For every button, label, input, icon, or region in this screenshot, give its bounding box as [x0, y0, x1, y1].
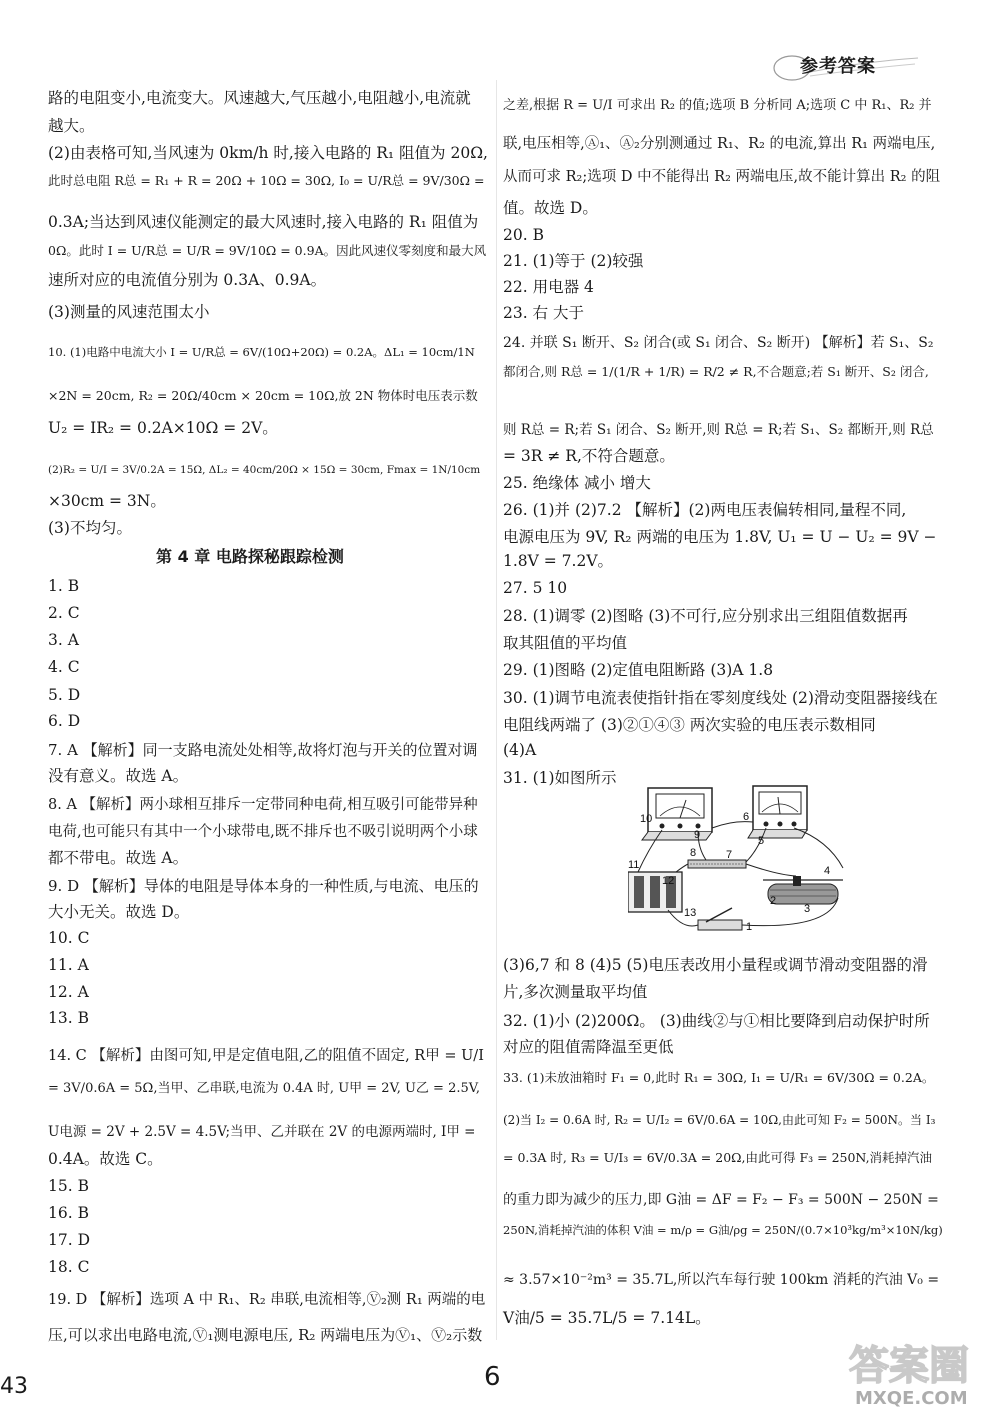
right-text-line: 的重力即为减少的压力,即 G油 = ΔF = F₂ − F₃ = 500N − 250N =: [503, 1192, 939, 1208]
left-text-line: 5. D: [48, 686, 81, 704]
right-text-line: 电阻线两端了 (3)②①④③ 两次实验的电压表示数相同: [503, 716, 876, 734]
right-text-line: 250N,消耗掉汽油的体积 V油 = m/ρ = G油/ρg = 250N/(0.7×10³kg/m³×10N/kg): [503, 1223, 943, 1237]
left-text-line: 4. C: [48, 658, 80, 676]
watermark-url: MXQE.COM: [855, 1388, 968, 1409]
right-text-line: V油/5 = 35.7L/5 = 7.14L。: [503, 1309, 711, 1327]
right-text-line: ≈ 3.57×10⁻²m³ = 35.7L,所以汽车每行驶 100km 消耗的汽油 V₀ =: [503, 1272, 940, 1288]
left-text-line: 越大。: [48, 117, 95, 135]
left-text-line: 17. D: [48, 1231, 91, 1249]
label-12: 12: [662, 875, 675, 887]
right-text-line: 20. B: [503, 226, 544, 244]
right-text-line: 21. (1)等于 (2)较强: [503, 252, 644, 270]
left-text-line: 12. A: [48, 983, 89, 1001]
page-number-left: 43: [0, 1374, 28, 1399]
left-text-line: 没有意义。故选 A。: [48, 767, 189, 785]
right-text-line: 1.8V = 7.2V。: [503, 552, 614, 570]
left-text-line: 9. D 【解析】导体的电阻是导体本身的一种性质,与电流、电压的: [48, 877, 479, 895]
right-text-line: 25. 绝缘体 减小 增大: [503, 474, 651, 492]
watermark-text: 答案圈: [849, 1343, 969, 1389]
left-text-line: 2. C: [48, 604, 80, 622]
right-text-line: 28. (1)调零 (2)图略 (3)不可行,应分别求出三组阻值数据再: [503, 607, 908, 625]
left-text-line: = 3V/0.6A = 5Ω,当甲、乙串联,电流为 0.4A 时, U甲 = 2V, U乙 = 2.5V,: [48, 1081, 480, 1096]
left-text-line: 10. C: [48, 929, 90, 947]
left-text-line: 8. A 【解析】两小球相互排斥一定带同种电荷,相互吸引可能带异种: [48, 797, 478, 813]
right-text-line: (2)当 I₂ = 0.6A 时, R₂ = U/I₂ = 6V/0.6A = 10Ω,由此可知 F₂ = 500N。当 I₃: [503, 1113, 936, 1127]
circuit-diagram: [628, 780, 868, 945]
left-text-line: ×30cm = 3N。: [48, 492, 166, 510]
left-text-line: 19. D 【解析】选项 A 中 R₁、R₂ 串联,电流相等,Ⓥ₂测 R₁ 两端的电: [48, 1292, 486, 1308]
right-text-line: 22. 用电器 4: [503, 278, 594, 296]
left-text-line: 路的电阻变小,电流变大。风速越大,气压越小,电阻越小,电流就: [48, 89, 471, 107]
left-text-line: 0.4A。故选 C。: [48, 1150, 163, 1168]
header-title: 参考答案: [800, 56, 876, 77]
right-text-line: 都闭合,则 R总 = 1/(1/R + 1/R) = R/2 ≠ R,不合题意;若 S₁ 断开、S₂ 闭合,: [503, 364, 929, 379]
label-8: 8: [690, 847, 697, 859]
right-text-line: 26. (1)并 (2)7.2 【解析】(2)两电压表偏转相同,量程不同,: [503, 501, 907, 519]
label-5: 5: [758, 835, 765, 847]
right-text-line: 33. (1)未放油箱时 F₁ = 0,此时 R₁ = 30Ω, I₁ = U/R₁ = 6V/30Ω = 0.2A。: [503, 1070, 935, 1085]
label-11: 11: [628, 859, 640, 871]
left-text-line: 14. C 【解析】由图可知,甲是定值电阻,乙的阻值不固定, R甲 = U/I: [48, 1048, 484, 1064]
right-text-line: 之差,根据 R = U/I 可求出 R₂ 的值;选项 B 分析同 A;选项 C 中 R₁、R₂ 并: [503, 98, 932, 113]
label-4: 4: [824, 865, 831, 877]
left-text-line: 0.3A;当达到风速仪能测定的最大风速时,接入电路的 R₁ 阻值为: [48, 213, 479, 231]
right-text-line: 电源电压为 9V, R₂ 两端的电压为 1.8V, U₁ = U − U₂ = 9V −: [503, 528, 937, 546]
right-text-line: = 0.3A 时, R₃ = U/I₃ = 6V/0.3A = 20Ω,由此可得 F₃ = 250N,消耗掉汽油: [503, 1150, 933, 1165]
label-6: 6: [743, 811, 750, 823]
right-text-line: 联,电压相等,Ⓐ₁、Ⓐ₂分别测通过 R₁、R₂ 的电流,算出 R₁ 两端电压,: [503, 136, 936, 152]
left-text-line: 6. D: [48, 712, 81, 730]
label-3: 3: [804, 903, 811, 915]
right-text-line: 27. 5 10: [503, 579, 568, 597]
right-text-line: 片,多次测量取平均值: [503, 983, 648, 1001]
right-text-line: (3)6,7 和 8 (4)5 (5)电压表改用小量程或调节滑动变阻器的滑: [503, 956, 928, 974]
left-text-line: U电源 = 2V + 2.5V = 4.5V;当甲、乙并联在 2V 的电源两端时, I甲 =: [48, 1124, 476, 1140]
label-2: 2: [770, 895, 777, 907]
label-7: 7: [726, 849, 733, 861]
right-text-line: 取其阻值的平均值: [503, 634, 628, 652]
left-text-line: 0Ω。此时 I = U/R总 = U/R = 9V/10Ω = 0.9A。因此风速仪零刻度和最大风: [48, 243, 487, 258]
right-text-line: 对应的阻值需降温至更低: [503, 1038, 674, 1056]
left-text-line: 15. B: [48, 1177, 89, 1195]
left-text-line: 电荷,也可能只有其中一个小球带电,既不排斥也不吸引说明两个小球: [48, 824, 478, 840]
left-text-line: 16. B: [48, 1204, 89, 1222]
left-text-line: 11. A: [48, 956, 89, 974]
switch-icon: [698, 908, 742, 930]
left-text-line: 10. (1)电路中电流大小 I = U/R总 = 6V/(10Ω+20Ω) = 0.2A。ΔL₁ = 10cm/1N: [48, 345, 475, 359]
ammeter-icon: [748, 786, 807, 838]
right-text-line: 24. 并联 S₁ 断开、S₂ 闭合(或 S₁ 闭合、S₂ 断开) 【解析】若 S₁、S₂: [503, 335, 934, 351]
left-text-line: (2)R₂ = U/I = 3V/0.2A = 15Ω, ΔL₂ = 40cm/20Ω × 15Ω = 30cm, Fmax = 1N/10cm: [48, 464, 481, 476]
left-text-line: (3)测量的风速范围太小: [48, 303, 210, 321]
left-text-line: 此时总电阻 R总 = R₁ + R = 20Ω + 10Ω = 30Ω, I₀ = U/R总 = 9V/30Ω =: [48, 173, 485, 188]
left-text-line: 大小无关。故选 D。: [48, 903, 190, 921]
left-text-line: 7. A 【解析】同一支路电流处处相等,故将灯泡与开关的位置对调: [48, 741, 478, 759]
right-text-line: 32. (1)小 (2)200Ω。 (3)曲线②与①相比要降到启动保护时所: [503, 1012, 930, 1030]
right-text-line: 从而可求 R₂;选项 D 中不能得出 R₂ 两端电压,故不能计算出 R₂ 的阻: [503, 169, 941, 185]
right-text-line: 值。故选 D。: [503, 199, 598, 217]
right-text-line: 29. (1)图略 (2)定值电阻断路 (3)A 1.8: [503, 661, 774, 679]
right-text-line: = 3R ≠ R,不符合题意。: [503, 447, 675, 465]
left-text-line: (3)不均匀。: [48, 519, 132, 537]
left-text-line: (2)由表格可知,当风速为 0km/h 时,接入电路的 R₁ 阻值为 20Ω,: [48, 144, 488, 162]
left-text-line: 1. B: [48, 577, 80, 595]
page-number-center: 6: [484, 1362, 501, 1392]
left-text-line: 第 4 章 电路探秘跟踪检测: [156, 547, 344, 566]
label-13: 13: [684, 907, 697, 919]
left-text-line: 速所对应的电流值分别为 0.3A、0.9A。: [48, 271, 327, 289]
right-text-line: 31. (1)如图所示: [503, 769, 617, 787]
left-text-line: ×2N = 20cm, R₂ = 20Ω/40cm × 20cm = 10Ω,放 2N 物体时电压表示数: [48, 388, 478, 403]
label-9: 9: [694, 829, 701, 841]
left-text-line: 都不带电。故选 A。: [48, 849, 189, 867]
left-text-line: 18. C: [48, 1258, 90, 1276]
left-text-line: 13. B: [48, 1009, 89, 1027]
left-text-line: 压,可以求出电路电流,Ⓥ₁测电源电压, R₂ 两端电压为Ⓥ₁、Ⓥ₂示数: [48, 1326, 483, 1344]
left-text-line: U₂ = IR₂ = 0.2A×10Ω = 2V。: [48, 419, 278, 437]
right-text-line: 23. 右 大于: [503, 304, 585, 322]
right-text-line: 30. (1)调节电流表使指针指在零刻度线处 (2)滑动变阻器接线在: [503, 689, 938, 707]
column-divider: [496, 80, 497, 1340]
left-text-line: 3. A: [48, 631, 79, 649]
label-1: 1: [746, 921, 753, 933]
label-10: 10: [640, 813, 653, 825]
right-text-line: (4)A: [503, 741, 537, 759]
right-text-line: 则 R总 = R;若 S₁ 闭合、S₂ 断开,则 R总 = R;若 S₁、S₂ 都断开,则 R总: [503, 422, 934, 438]
voltmeter-icon: [642, 788, 712, 840]
